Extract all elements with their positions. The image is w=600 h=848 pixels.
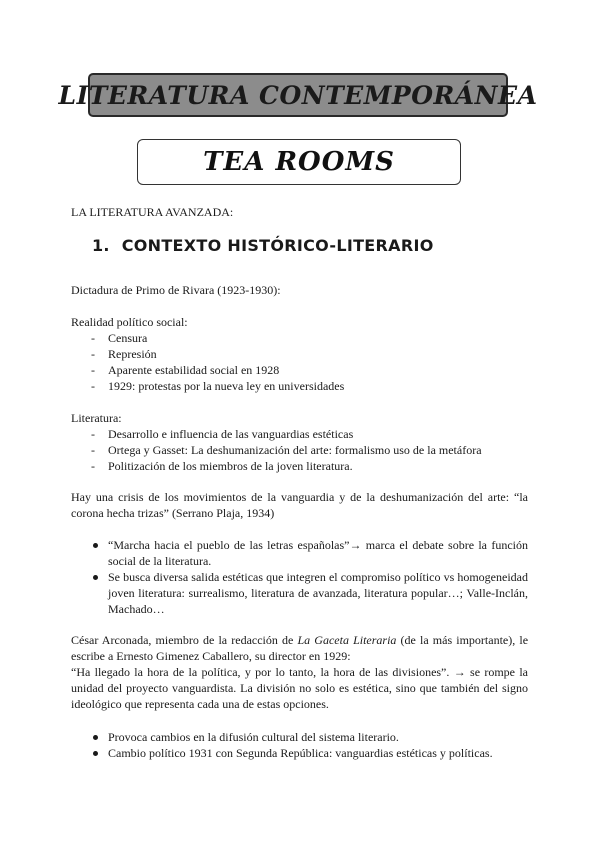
- list-item: Represión: [108, 347, 157, 361]
- list-item: Politización de los miembros de la joven literatura.: [108, 459, 353, 473]
- bullet-dot: [93, 735, 98, 740]
- list-item: Desarrollo e influencia de las vanguardias estéticas: [108, 427, 354, 441]
- dash-bullet: -: [91, 347, 95, 361]
- document-subtitle: TEA ROOMS: [203, 147, 395, 177]
- list-item: Ortega y Gasset: La deshumanización del arte: formalismo uso de la metáfora: [108, 443, 482, 457]
- arconada-text-pre: César Arconada, miembro de la redacción de: [71, 633, 298, 647]
- bullet-item: Se busca diversa salida estéticas que integren el compromiso político vs homogeneidad joven literatura: surrealismo, literatura de avanzada, literatura popular…; Valle-Inclán, Machado…: [108, 570, 528, 616]
- quote-paragraph: “Ha llegado la hora de la política, y por lo tanto, la hora de las divisiones”. → se rompe la unidad del proyecto vanguardista. La división no solo es estética, sino que también del signo ideológico que representa cada una de estas opciones.: [71, 665, 528, 711]
- dictadura-text: Dictadura de Primo de Rivara (1923-1930):: [71, 283, 281, 297]
- dash-bullet: -: [91, 443, 95, 457]
- document-title: LITERATURA CONTEMPORÁNEA: [58, 80, 538, 110]
- bullet-dot: [93, 751, 98, 756]
- dash-bullet: -: [91, 331, 95, 345]
- arconada-text-post: (de la más importante), le escribe a Ernesto Gimenez Caballero, su director en 1929:: [71, 633, 529, 663]
- bullet-item: Provoca cambios en la difusión cultural del sistema literario.: [108, 730, 399, 744]
- dash-bullet: -: [91, 427, 95, 441]
- dash-bullet: -: [91, 459, 95, 473]
- subtitle-banner: [137, 139, 461, 185]
- dash-bullet: -: [91, 379, 95, 393]
- section-heading: [92, 236, 434, 255]
- bullet-dot: [93, 543, 98, 548]
- arconada-paragraph: [71, 632, 528, 664]
- gaceta-title: La Gaceta Literaria: [297, 633, 397, 647]
- intro-text: LA LITERATURA AVANZADA:: [71, 205, 234, 219]
- bullet-dot: [93, 575, 98, 580]
- realidad-label: Realidad político social:: [71, 315, 188, 329]
- section-title: CONTEXTO HISTÓRICO-LITERARIO: [121, 236, 434, 255]
- literatura-label: Literatura:: [71, 411, 122, 425]
- bullet-item: “Marcha hacia el pueblo de las letras españolas”→ marca el debate sobre la función social de la literatura.: [108, 538, 528, 568]
- bullet-item: Cambio político 1931 con Segunda República: vanguardias estéticas y políticas.: [108, 746, 493, 760]
- list-item: Censura: [108, 331, 148, 345]
- list-item: 1929: protestas por la nueva ley en universidades: [108, 379, 345, 393]
- crisis-paragraph: Hay una crisis de los movimientos de la vanguardia y de la deshumanización del arte: “la corona hecha trizas” (Serrano Plaja, 1934): [71, 490, 528, 520]
- list-item: Aparente estabilidad social en 1928: [108, 363, 280, 377]
- dash-bullet: -: [91, 363, 95, 377]
- title-banner: [58, 73, 538, 117]
- section-number: 1.: [92, 236, 110, 255]
